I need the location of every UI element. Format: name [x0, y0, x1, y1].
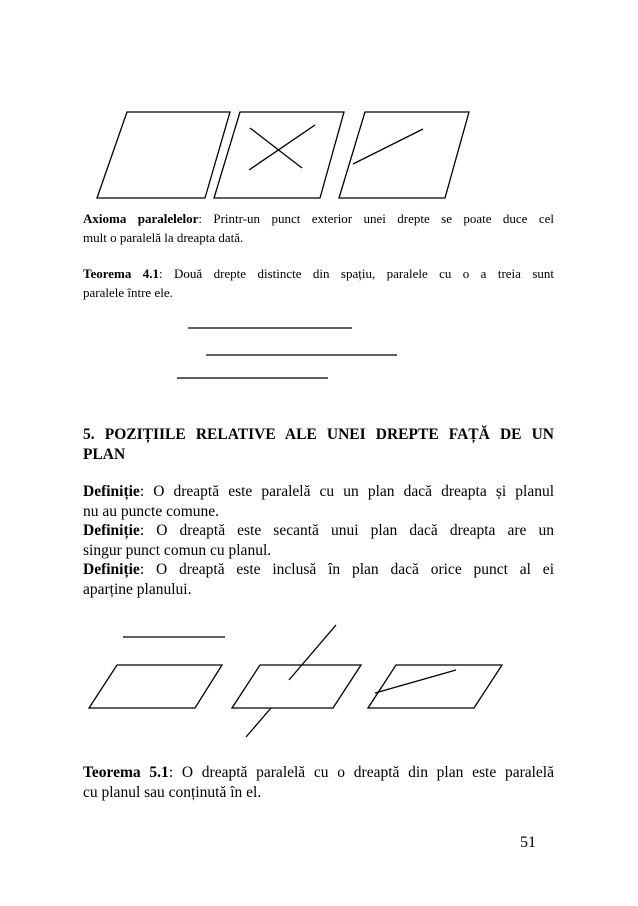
plane-3	[339, 112, 469, 198]
crossing-line-b	[249, 125, 315, 170]
definition-parallel: Definiție: O dreaptă este paralelă cu un plan dacă dreapta și planul nu au puncte comune.	[83, 483, 554, 520]
included-line-in-plane	[375, 670, 456, 693]
axiom-text-1: : Printr-un punct exterior unei drepte se poate duce cel	[198, 211, 554, 226]
definition-title: Definiție	[83, 522, 140, 539]
plane-2	[214, 112, 344, 198]
axiom-paragraph	[83, 209, 554, 247]
axiom-title: Axioma paralelelor	[83, 211, 199, 226]
crossing-line-a	[250, 128, 302, 168]
included-line	[353, 129, 423, 164]
definition-included: Definiție: O dreaptă este inclusă în plan dacă orice punct al ei aparține planului.	[83, 561, 554, 598]
plane-1	[97, 112, 230, 198]
secant-line-top	[289, 625, 336, 680]
definition-secant: Definiție: O dreaptă este secantă unui plan dacă dreapta are un singur punct comun cu planul.	[83, 522, 554, 559]
section-5-heading: 5. POZIȚIILE RELATIVE ALE UNEI DREPTE FAȚĂ DE UN PLAN	[83, 426, 554, 463]
definition-title: Definiție	[83, 483, 140, 500]
axiom-text-2: mult o paralelă la dreapta dată.	[83, 230, 244, 245]
theorem-4-1-text-2: paralele între ele.	[83, 285, 173, 300]
definition-title: Definiție	[83, 561, 140, 578]
theorem-4-1-text-1: : Două drepte distincte din spațiu, paralele cu o a treia sunt	[159, 266, 554, 281]
page-number: 51	[520, 834, 536, 851]
theorem-4-1-title: Teorema 4.1	[83, 266, 160, 281]
line-plane-positions-figure	[89, 625, 502, 737]
secant-line-bottom	[246, 708, 271, 737]
plane-a	[89, 665, 222, 708]
theorem-4-1-paragraph	[83, 264, 554, 302]
theorem-5-1-paragraph: Teorema 5.1: O dreaptă paralelă cu o dreaptă din plan este paralelă cu planul sau conținută în el.	[83, 764, 554, 801]
theorem-5-1-title: Teorema 5.1	[83, 764, 169, 781]
plane-c	[368, 665, 502, 708]
parallel-lines-figure	[177, 328, 397, 378]
